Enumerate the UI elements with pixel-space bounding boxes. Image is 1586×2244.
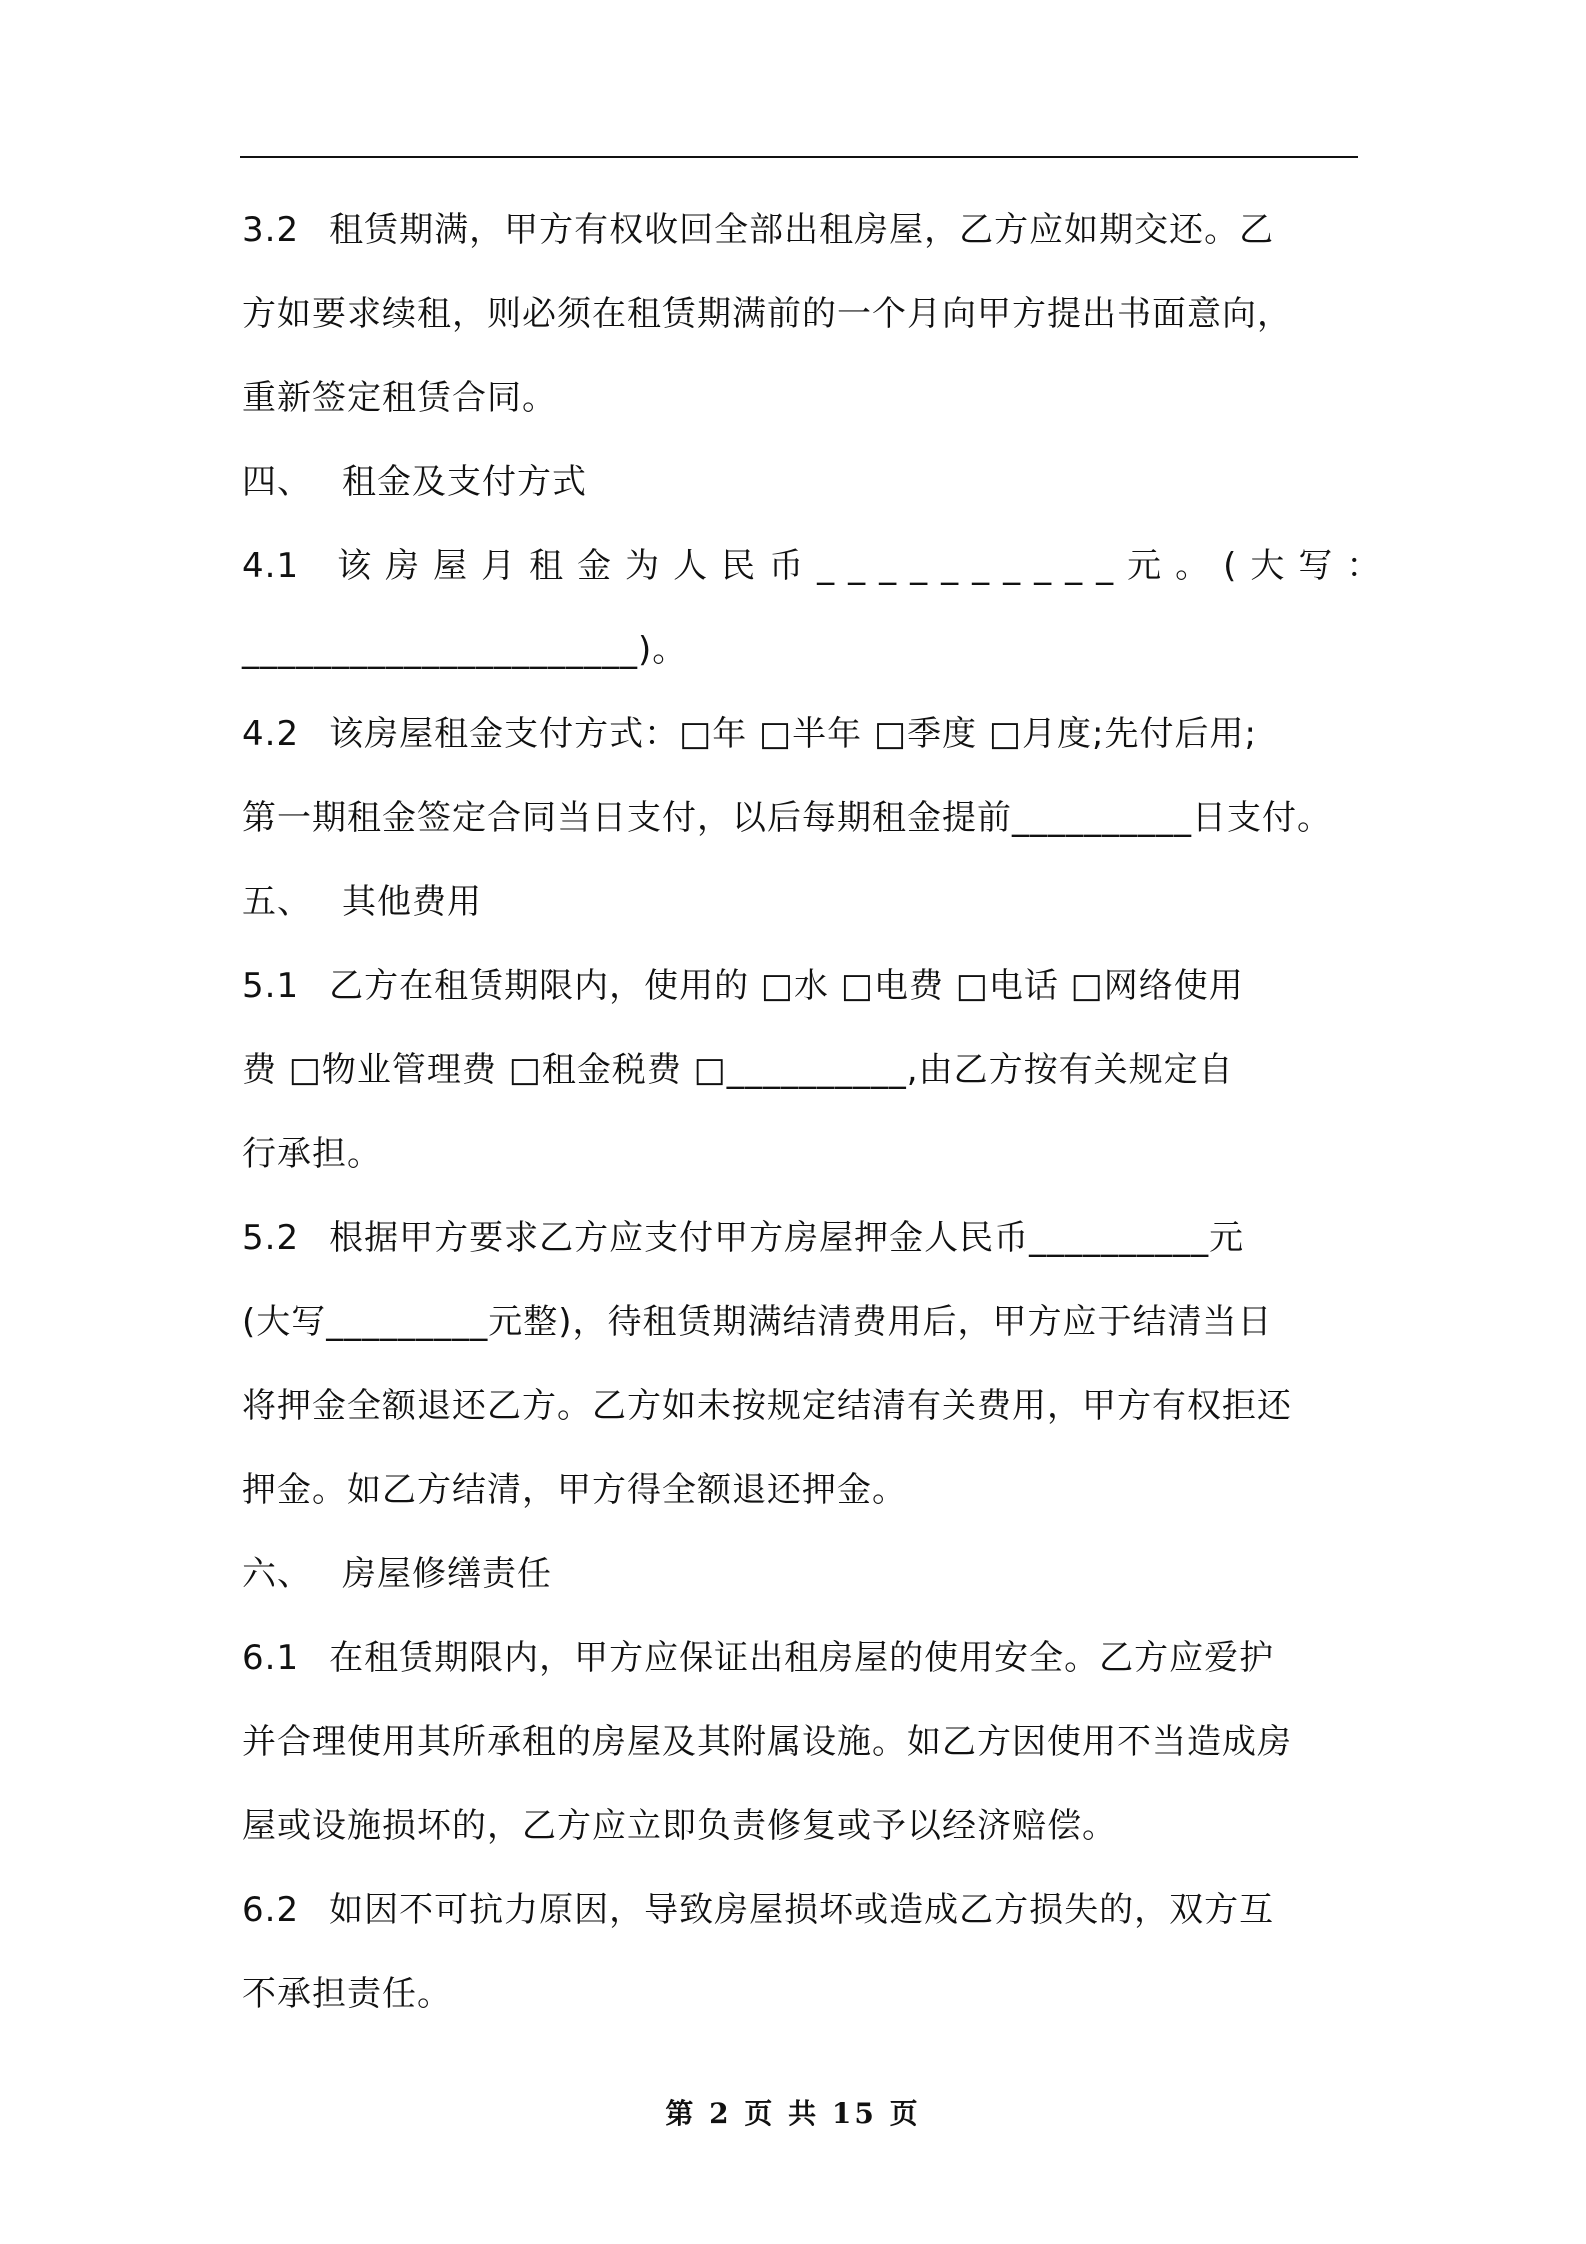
paragraph-3-2-line-3: 重新签定租赁合同。 bbox=[242, 378, 557, 418]
section-heading-6 bbox=[242, 1532, 1362, 1616]
paragraph-6-1-line-2: 并合理使用其所承租的房屋及其附属设施。如乙方因使用不当造成房 bbox=[242, 1722, 1292, 1762]
clause-number: 6.1 bbox=[242, 1638, 300, 1678]
paragraph-5-1-line-2: 费 □物业管理费 □租金税费 □__________,由乙方按有关规定自 bbox=[242, 1050, 1234, 1090]
clause-text: 在租赁期限内，甲方应保证出租房屋的使用安全。乙方应爱护 bbox=[329, 1638, 1275, 1678]
paragraph-5-2-line-1 bbox=[242, 1196, 1362, 1280]
section-heading-4 bbox=[242, 440, 1362, 524]
section-heading-5 bbox=[242, 860, 1362, 944]
clause-number: 5.2 bbox=[242, 1218, 300, 1258]
clause-number: 4.1 bbox=[242, 546, 300, 586]
paragraph-4-2-line-1 bbox=[242, 692, 1362, 776]
paragraph-4-1-line-1 bbox=[242, 524, 1395, 608]
clause-text: 乙方在租赁期限内，使用的 □水 □电费 □电话 □网络使用 bbox=[329, 966, 1244, 1006]
paragraph-5-2-line-3: 将押金全额退还乙方。乙方如未按规定结清有关费用，甲方有权拒还 bbox=[242, 1386, 1292, 1426]
paragraph-5-1-line-3: 行承担。 bbox=[242, 1134, 382, 1174]
paragraph-3-2-line-1 bbox=[242, 188, 1362, 272]
clause-text: 如因不可抗力原因，导致房屋损坏或造成乙方损失的，双方互 bbox=[329, 1890, 1275, 1930]
section-number: 六、 bbox=[242, 1554, 312, 1594]
clause-text: 租赁期满，甲方有权收回全部出租房屋，乙方应如期交还。乙 bbox=[329, 210, 1275, 250]
section-number: 五、 bbox=[242, 882, 312, 922]
document-body bbox=[242, 188, 1395, 2036]
clause-number: 3.2 bbox=[242, 210, 300, 250]
section-title: 房屋修缮责任 bbox=[342, 1554, 552, 1594]
paragraph-6-2-line-1 bbox=[242, 1868, 1362, 1952]
paragraph-4-2-line-2: 第一期租金签定合同当日支付，以后每期租金提前__________日支付。 bbox=[242, 798, 1332, 838]
clause-number: 4.2 bbox=[242, 714, 300, 754]
header-rule bbox=[240, 156, 1358, 158]
paragraph-5-2-line-2: (大写_________元整)，待租赁期满结清费用后，甲方应于结清当日 bbox=[242, 1302, 1273, 1342]
section-title: 其他费用 bbox=[342, 882, 482, 922]
section-number: 四、 bbox=[242, 462, 312, 502]
paragraph-6-1-line-3: 屋或设施损坏的，乙方应立即负责修复或予以经济赔偿。 bbox=[242, 1806, 1117, 1846]
clause-text: 该房屋租金支付方式：□年 □半年 □季度 □月度;先付后用; bbox=[329, 714, 1257, 754]
section-title: 租金及支付方式 bbox=[342, 462, 587, 502]
paragraph-6-2-line-2: 不承担责任。 bbox=[242, 1974, 452, 2014]
clause-text: 该房屋月租金为人民币__________元。(大写： bbox=[337, 546, 1395, 586]
paragraph-6-1-line-1 bbox=[242, 1616, 1362, 1700]
paragraph-3-2-line-2: 方如要求续租，则必须在租赁期满前的一个月向甲方提出书面意向， bbox=[242, 294, 1292, 334]
page-number: 第 2 页 共 15 页 bbox=[665, 2097, 921, 2130]
paragraph-5-2-line-4: 押金。如乙方结清，甲方得全额退还押金。 bbox=[242, 1470, 907, 1510]
paragraph-5-1-line-1 bbox=[242, 944, 1362, 1028]
paragraph-4-1-line-2: ______________________)。 bbox=[242, 630, 688, 670]
clause-text: 根据甲方要求乙方应支付甲方房屋押金人民币__________元 bbox=[329, 1218, 1245, 1258]
clause-number: 5.1 bbox=[242, 966, 300, 1006]
clause-number: 6.2 bbox=[242, 1890, 300, 1930]
